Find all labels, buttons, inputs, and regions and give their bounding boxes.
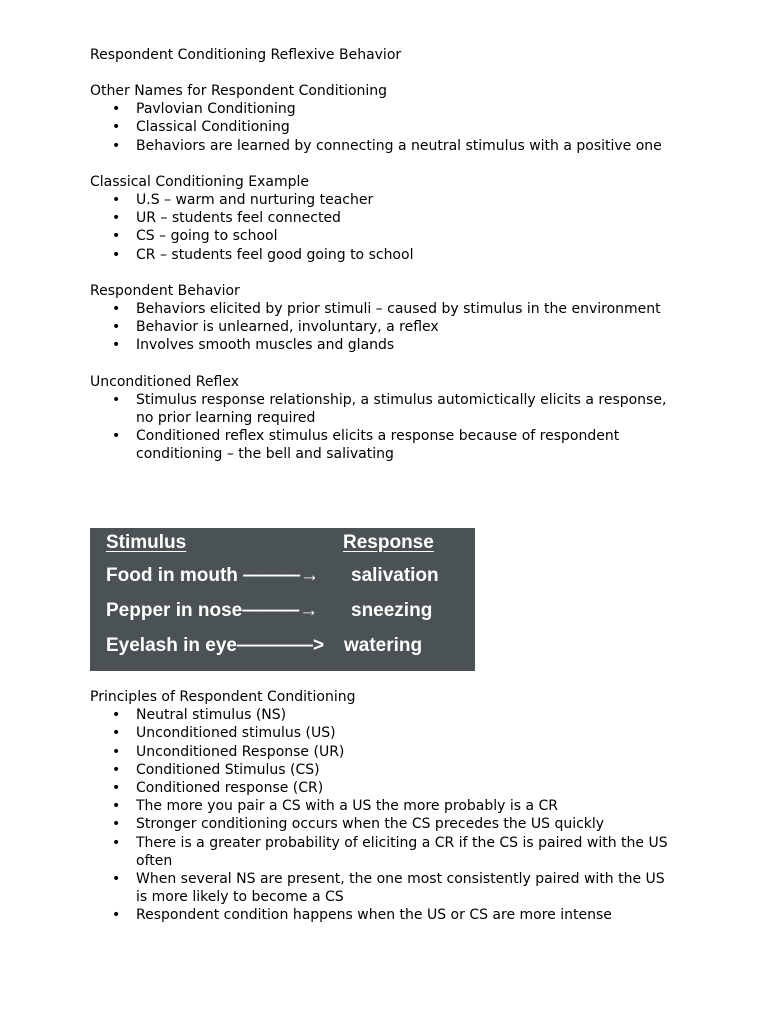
section-respondent-behavior <box>90 282 680 355</box>
list-item: • Neutral stimulus (NS) <box>112 707 287 724</box>
bullet-list <box>90 100 680 155</box>
figure-header-stimulus: Stimulus <box>106 532 187 553</box>
bullet-list <box>90 300 680 355</box>
figure-row-stimulus: Eyelash in eye————> <box>106 635 325 656</box>
bullet-icon: • <box>112 780 121 797</box>
bullet-icon: • <box>112 192 121 209</box>
section-heading: Classical Conditioning Example <box>90 173 309 190</box>
list-item: • Classical Conditioning <box>112 119 290 136</box>
bullet-list <box>90 191 680 264</box>
list-item: • Unconditioned Response (UR) <box>112 743 345 760</box>
bullet-icon: • <box>112 871 121 888</box>
figure-row-response: sneezing <box>351 600 433 621</box>
bullet-icon: • <box>112 337 121 354</box>
list-item: • Behaviors are learned by connecting a neutral stimulus with a positive one <box>112 137 662 154</box>
list-item: • Behavior is unlearned, involuntary, a reflex <box>112 319 439 336</box>
list-item: • UR – students feel connected <box>112 210 341 227</box>
figure-row-response: watering <box>344 635 423 656</box>
bullet-list <box>90 391 680 464</box>
section-unconditioned-reflex <box>90 373 680 464</box>
bullet-icon: • <box>112 137 121 154</box>
figure-header-response: Response <box>343 532 434 553</box>
stimulus-response-figure <box>90 528 475 671</box>
section-classical-example <box>90 173 680 264</box>
list-item: • Involves smooth muscles and glands <box>112 337 395 354</box>
list-item: • There is a greater probability of eliciting a CR if the CS is paired with the US often <box>112 834 668 869</box>
list-item: • Behaviors elicited by prior stimuli – caused by stimulus in the environment <box>112 301 661 318</box>
figure-row-response: salivation <box>351 565 439 586</box>
bullet-icon: • <box>112 391 121 408</box>
list-item: • The more you pair a CS with a US the more probably is a CR <box>112 798 559 815</box>
document-title: Respondent Conditioning Reflexive Behavior <box>90 47 402 63</box>
list-item: • CR – students feel good going to school <box>112 246 414 263</box>
list-item: • Conditioned response (CR) <box>112 780 324 797</box>
list-item: • Pavlovian Conditioning <box>112 101 296 118</box>
section-heading: Respondent Behavior <box>90 282 240 299</box>
bullet-icon: • <box>112 301 121 318</box>
bullet-icon: • <box>112 707 121 724</box>
bullet-list <box>90 706 680 924</box>
bullet-icon: • <box>112 743 121 760</box>
list-item: • Respondent condition happens when the US or CS are more intense <box>112 907 612 924</box>
bullet-icon: • <box>112 428 121 445</box>
bullet-icon: • <box>112 798 121 815</box>
bullet-icon: • <box>112 246 121 263</box>
bullet-icon: • <box>112 725 121 742</box>
bullet-icon: • <box>112 834 121 851</box>
figure-row-stimulus: Pepper in nose———→ <box>106 600 319 621</box>
list-item: • CS – going to school <box>112 228 278 245</box>
bullet-icon: • <box>112 228 121 245</box>
bullet-icon: • <box>112 816 121 833</box>
bullet-icon: • <box>112 101 121 118</box>
section-heading: Unconditioned Reflex <box>90 373 239 390</box>
list-item: • Conditioned Stimulus (CS) <box>112 761 320 778</box>
list-item: • Stronger conditioning occurs when the CS precedes the US quickly <box>112 816 605 833</box>
document-body <box>90 46 680 464</box>
section-heading: Other Names for Respondent Conditioning <box>90 83 388 99</box>
list-item: • Unconditioned stimulus (US) <box>112 725 336 742</box>
section-other-names <box>90 82 680 155</box>
bullet-icon: • <box>112 119 121 136</box>
figure-row-stimulus: Food in mouth ———→ <box>106 565 320 586</box>
bullet-icon: • <box>112 319 121 336</box>
list-item: • When several NS are present, the one most consistently paired with the US is more likely to become a CS <box>112 871 665 906</box>
bullet-icon: • <box>112 761 121 778</box>
bullet-icon: • <box>112 210 121 227</box>
section-heading: Principles of Respondent Conditioning <box>90 689 356 705</box>
list-item: • Conditioned reflex stimulus elicits a response because of respondent conditioning – the bell and salivating <box>112 428 620 463</box>
list-item: • Stimulus response relationship, a stimulus automictically elicits a response, no prior learning required <box>112 391 667 427</box>
bullet-icon: • <box>112 907 121 924</box>
section-principles <box>90 688 680 925</box>
list-item: • U.S – warm and nurturing teacher <box>112 192 374 209</box>
